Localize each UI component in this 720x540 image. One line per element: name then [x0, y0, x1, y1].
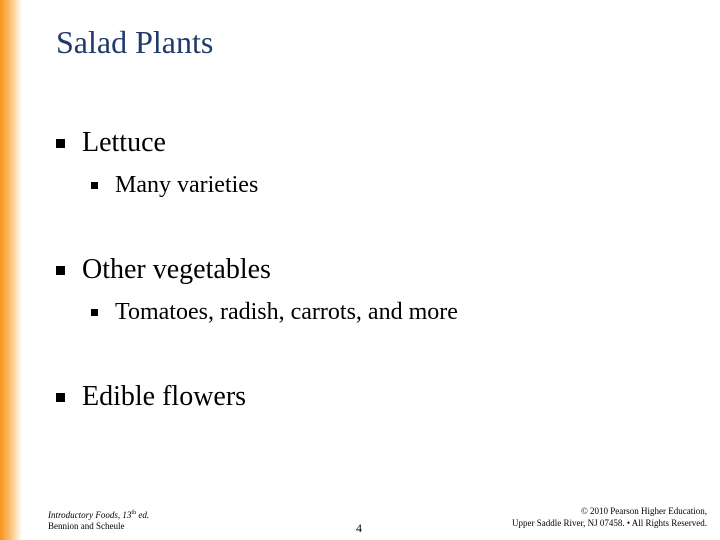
copyright-line-2: Upper Saddle River, NJ 07458. • All Rights Reserved.: [511, 518, 707, 528]
square-bullet-icon: [56, 266, 65, 275]
orange-edge-bar: [0, 0, 22, 540]
sub-bullet-text: Many varieties: [115, 172, 259, 198]
sub-bullet-text: Tomatoes, radish, carrots, and more: [115, 299, 458, 325]
copyright-line-1: © 2010 Pearson Higher Education,: [580, 506, 707, 516]
square-bullet-icon: [56, 139, 65, 148]
edition-suffix: ed.: [136, 510, 150, 520]
square-bullet-icon: [91, 309, 98, 316]
bullet-text: Other vegetables: [82, 254, 271, 285]
bullet-other-vegetables: [56, 254, 271, 286]
square-bullet-icon: [91, 182, 98, 189]
edition-superscript: th: [131, 510, 137, 516]
sub-bullet-tomatoes: [91, 299, 458, 326]
page-number: 4: [356, 521, 362, 535]
slide-title: Salad Plants: [56, 24, 214, 60]
sub-bullet-many-varieties: [91, 172, 258, 199]
copyright-notice: [512, 505, 707, 529]
bullet-lettuce: [56, 127, 166, 159]
book-title: Introductory Foods, 13: [48, 510, 132, 520]
square-bullet-icon: [56, 393, 65, 402]
bullet-text: Edible flowers: [82, 381, 247, 412]
footer-citation: [48, 508, 149, 532]
bullet-edible-flowers: [56, 381, 246, 413]
bullet-text: Lettuce: [82, 127, 166, 158]
authors: Bennion and Scheule: [48, 521, 125, 531]
